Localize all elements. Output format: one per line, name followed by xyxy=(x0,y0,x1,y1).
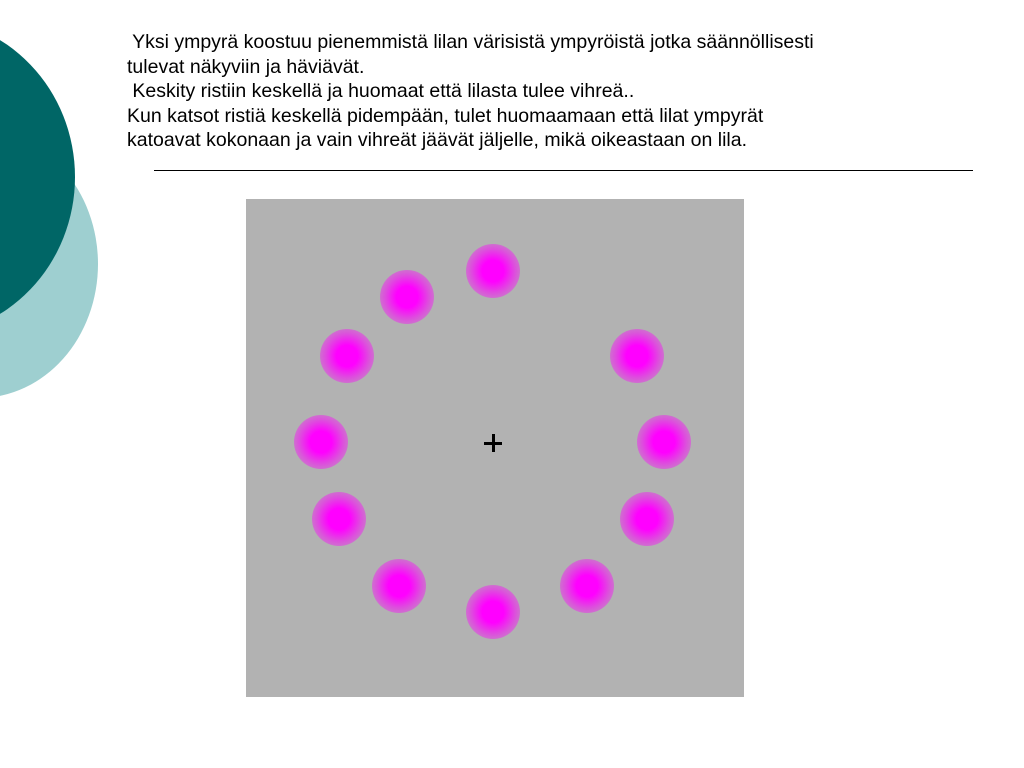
text-line-2: tulevat näkyviin ja häviävät. xyxy=(127,55,365,78)
divider-line xyxy=(154,170,973,171)
text-line-3: Keskity ristiin keskellä ja huomaat että lilasta tulee vihreä.. xyxy=(127,80,635,102)
magenta-dot xyxy=(637,415,691,469)
magenta-dot xyxy=(466,585,520,639)
magenta-dot xyxy=(372,559,426,613)
lilac-chaser-illusion xyxy=(246,199,744,697)
magenta-dot xyxy=(380,270,434,324)
magenta-dot xyxy=(620,492,674,546)
magenta-dot xyxy=(312,492,366,546)
magenta-dot xyxy=(466,244,520,298)
magenta-dot xyxy=(294,415,348,469)
magenta-dot xyxy=(320,329,374,383)
text-line-1: Yksi ympyrä koostuu pienemmistä lilan värisistä ympyröistä jotka säännöllisesti xyxy=(127,31,814,53)
text-line-4: Kun katsot ristiä keskellä pidempään, tulet huomaamaan että lilat ympyrät xyxy=(127,104,764,127)
text-line-5: katoavat kokonaan ja vain vihreät jäävät jäljelle, mikä oikeastaan on lila. xyxy=(127,129,748,151)
slide-text xyxy=(127,30,987,153)
magenta-dot xyxy=(610,329,664,383)
magenta-dot xyxy=(560,559,614,613)
